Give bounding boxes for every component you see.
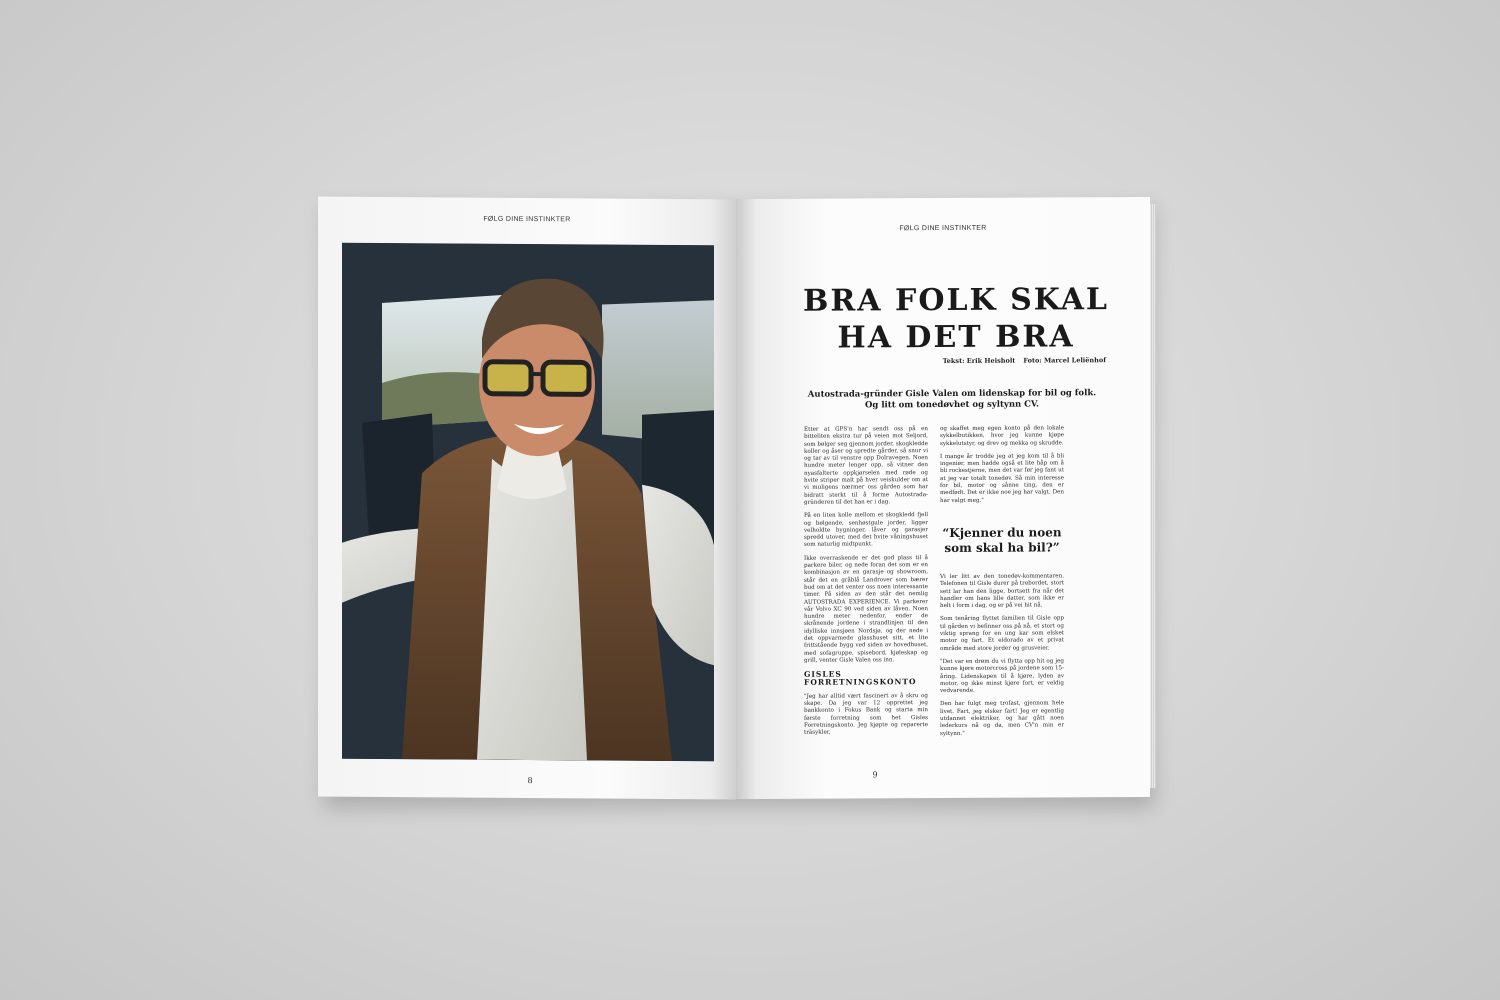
portrait-photo — [342, 243, 714, 762]
article-headline — [776, 281, 1136, 357]
body-paragraph: På en liten kolle mellom et skogkledd fjell og bølgende, senhøstgule jorder, ligger velholdte bygninger, låver og garasjer spredd utover, med det hvite våningshuset som naturlig midtpunkt. — [804, 512, 928, 549]
body-paragraph: I mange år trodde jeg at jeg kom til å bli ingeniør, men hadde også et lite håp om å bli rockestjerne, men det var før jeg fant ut at jeg var totalt tonedøv. Så min interesse for bil, motor og sånne ting, den er medfødt. Det er ikke noe jeg har valgt. Den har valgt meg." — [940, 453, 1064, 504]
portrait-illustration — [342, 243, 714, 762]
body-paragraph: Den har fulgt meg trofast, gjennom hele livet. Fart, jeg elsker fart! Jeg er egentlig utdannet elektriker, og har gått noen lederkurs nå og da, men CV'n min er syltynn." — [940, 700, 1064, 737]
page-stack-edge — [1150, 204, 1156, 788]
page-number-left: 8 — [527, 776, 533, 786]
headline-line-2: HA DET BRA — [837, 319, 1075, 356]
body-column-1 — [804, 426, 928, 743]
standfirst-line-1: Autostrada-gründer Gisle Valen om lidenskap for bil og folk. — [807, 388, 1097, 400]
standfirst-line-2: Og litt om tonedøvhet og syltynn CV. — [865, 399, 1039, 411]
body-column-2-top — [940, 425, 1064, 511]
body-paragraph: "Jeg har alltid vært fascinert av å skru og skape. Da jeg var 12 opprettet jeg bankkonto i Fokus Bank og starta min første forretning som het Gisles Forretningskonto. Jeg kjøpte og reparerte träsykler, — [804, 692, 928, 737]
page-number-right: 9 — [872, 770, 878, 780]
headline-line-1: BRA FOLK SKAL — [803, 282, 1109, 319]
running-head-right: FØLG DINE INSTINKTER — [899, 224, 987, 233]
pull-quote: “Kjenner du noen som skal ha bil?” — [942, 525, 1062, 555]
body-paragraph: Etter at GPS'n har sendt oss på en bitteliten ekstra tur på veien mot Seljord, som bølger seg gjennom jorder, skogkledde koller og åser og spredte gårder, så snur vi og tar av til venstre opp Dolravegen. Noen hundre meter lenger opp, så vitner den nyasfalterte oppkjørselen med røde og hvite striper malt på hver veiskulder om at vi muligens nærmer oss gården som har bidratt sterkt til å forme Autostrada-gründeren til det han er i dag. — [804, 426, 928, 506]
body-paragraph: Som tenåring flyttet familien til Gisle opp til gården vi befinner oss på nå, et stort og viktig sprang for en ung kar som elsket motor og fart. Et eldorado av et privat område med store jorder og grusveier. — [940, 615, 1064, 652]
magazine-spread — [318, 198, 1154, 802]
body-column-2-bottom — [940, 573, 1064, 744]
running-head-left: FØLG DINE INSTINKTER — [483, 215, 571, 224]
article-credits — [866, 356, 1106, 365]
credit-text: Tekst: Erik Heisholt — [942, 356, 1016, 366]
body-paragraph: Ikke overraskende er det god plass til å parkere biler, og nede foran det som er en kombinasjon av en garasje og showroom, står det en gråblå Landrover som bærer bud om at det venter oss noen interessante timer. På siden av den står det nemlig AUTOSTRADA EXPERIENCE. Vi parkerer vår Volvo XC 90 ved siden av låven. Noen hundre meter nedenfor, ender de skrånende jordene i strandlinjen til den idylliske innsjøen Nordsjø, og der nede i det oppvarmede glasshuset sitt, et lite frittstående bygg ved siden av hovedhuset, med sofagruppe, spisebord, kjøleskap og grill, venter Gisle Valen oss inn. — [804, 554, 928, 664]
left-page — [318, 197, 736, 800]
standfirst — [802, 388, 1102, 412]
section-subhead: GISLES FORRETNINGSKONTO — [804, 669, 917, 687]
body-paragraph: og skaffet meg egen konto på den lokale sykkelbutikken, hvor jeg kunne kjøpe sykkelutstyr, og drev og mekka og skrudde. — [940, 425, 1064, 447]
credit-photo: Foto: Marcel Leliënhof — [1023, 356, 1106, 365]
body-paragraph: "Det var en drøm du vi flytta opp hit og jeg kunne kjøre motorcross på jordene som 15-åring. Lidenskapen til å kjøre, lyden av motor, og ikke minst kjøre fort, er veldig vedvarende. — [940, 658, 1064, 695]
right-page — [736, 197, 1150, 799]
body-paragraph: Vi ler litt av den tonedøv-kommentaren. Telefonen til Gisle durer på trebordet, stort sett lar han den ligge, bortsett fra når det handler om hans lille datter, som ikke er helt i form i dag, og er på vei hit nå. — [940, 573, 1064, 610]
